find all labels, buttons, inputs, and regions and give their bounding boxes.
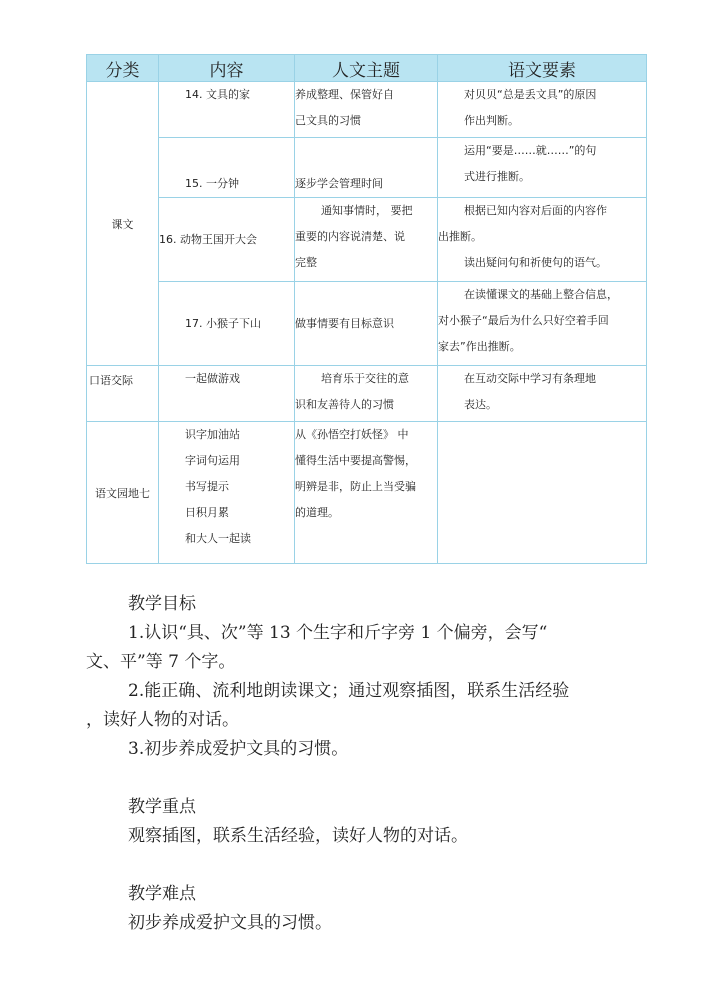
theme-cell: 做事情要有目标意识 (295, 282, 438, 366)
element-cell: 在读懂课文的基础上整合信息， 对小猴子“最后为什么只好空着手回 家去”作出推断。 (438, 282, 647, 366)
header-content: 内容 (159, 55, 295, 82)
table-header-row (87, 55, 647, 82)
content-cell: 16. 动物王国开大会 (159, 198, 295, 282)
content-cell: 一起做游戏 (159, 366, 295, 422)
difficulty-title: 教学难点 (128, 884, 196, 904)
lesson-plan-text (86, 590, 646, 938)
element-cell: 根据已知内容对后面的内容作 出推断。 读出疑问句和祈使句的语气。 (438, 198, 647, 282)
theme-cell: 逐步学会管理时间 (295, 138, 438, 198)
goal-line: 3.初步养成爱护文具的习惯。 (128, 739, 349, 759)
category-yuanwen: 语文园地七 (87, 422, 159, 564)
theme-cell: 通知事情时， 要把 重要的内容说清楚、说 完整 (295, 198, 438, 282)
header-category: 分类 (87, 55, 159, 82)
theme-cell: 养成整理、保管好自 己文具的习惯 (295, 82, 438, 138)
element-cell: 在互动交际中学习有条理地 表达。 (438, 366, 647, 422)
content-cell: 14. 文具的家 (159, 82, 295, 138)
key-text: 观察插图，联系生活经验，读好人物的对话。 (128, 826, 468, 846)
content-cell: 识字加油站 字词句运用 书写提示 日积月累 和大人一起读 (159, 422, 295, 564)
goal-line: 2.能正确、流利地朗读课文；通过观察插图，联系生活经验 (128, 681, 570, 701)
table-row (87, 138, 647, 198)
element-cell-empty (438, 422, 647, 564)
category-kewen: 课文 (87, 82, 159, 366)
table-row (87, 366, 647, 422)
goal-line: ，读好人物的对话。 (86, 710, 239, 730)
unit-overview-table (86, 54, 647, 564)
content-cell: 15. 一分钟 (159, 138, 295, 198)
difficulty-text: 初步养成爱护文具的习惯。 (128, 913, 332, 933)
goal-line: 1.认识“具、次”等 13 个生字和斤字旁 1 个偏旁，会写“ (128, 623, 548, 643)
header-element: 语文要素 (438, 55, 647, 82)
key-title: 教学重点 (128, 797, 196, 817)
goals-title: 教学目标 (128, 594, 196, 614)
table-row (87, 282, 647, 366)
table-row (87, 198, 647, 282)
theme-cell: 从《孙悟空打妖怪》 中 懂得生活中要提高警惕， 明辨是非，防止上当受骗 的道理。 (295, 422, 438, 564)
theme-cell: 培育乐于交往的意 识和友善待人的习惯 (295, 366, 438, 422)
element-cell: 对贝贝“总是丢文具”的原因 作出判断。 (438, 82, 647, 138)
table-row (87, 82, 647, 138)
content-cell: 17. 小猴子下山 (159, 282, 295, 366)
goal-line: 文、平”等 7 个字。 (86, 652, 236, 672)
header-theme: 人文主题 (295, 55, 438, 82)
element-cell: 运用“要是……就……”的句 式进行推断。 (438, 138, 647, 198)
category-kouyu: 口语交际 (87, 366, 159, 422)
table-row (87, 422, 647, 564)
